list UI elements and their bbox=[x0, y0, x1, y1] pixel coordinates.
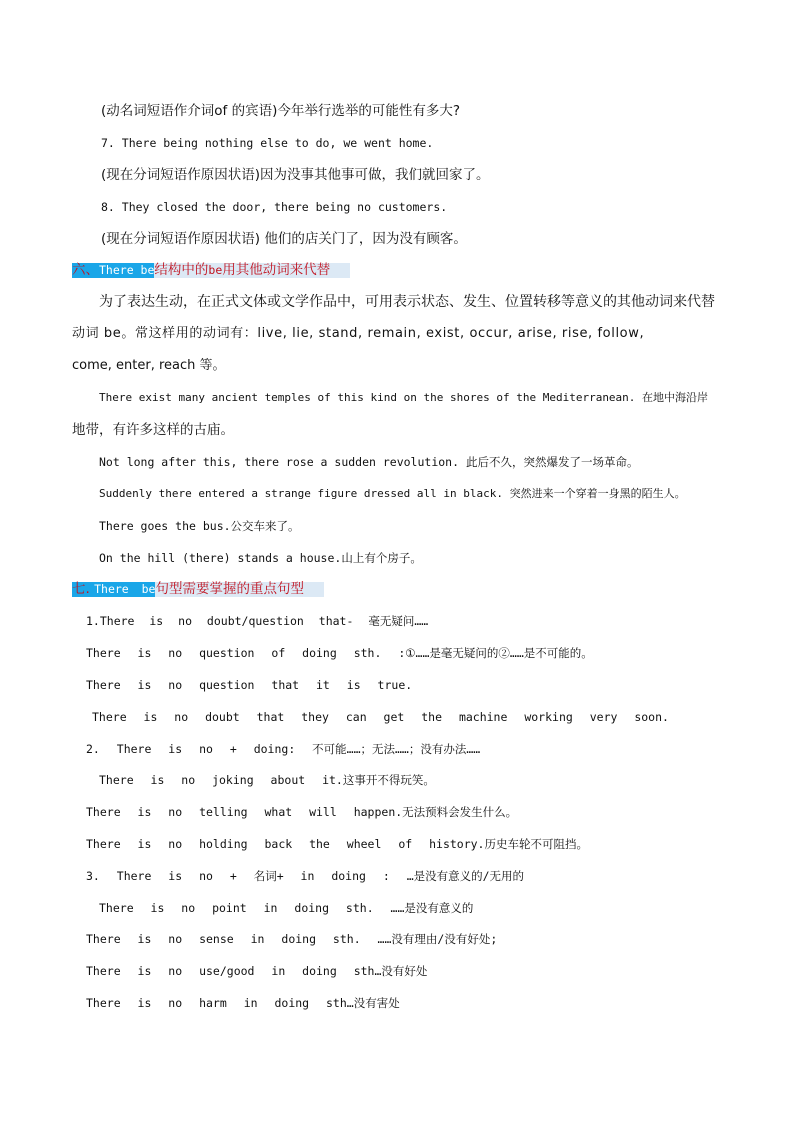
paragraph-line: 动词 be。常这样用的动词有：live, lie, stand, remain, exist, occur, arise, rise, follow, bbox=[72, 326, 645, 341]
pattern-line: There is no holding back the wheel of history.历史车轮不可阻挡。 bbox=[86, 837, 588, 851]
section-heading-6 bbox=[72, 261, 350, 279]
text-line: (现在分词短语作原因状语) 他们的店关门了，因为没有顾客。 bbox=[101, 231, 467, 247]
example-sentence: 8. They closed the door, there being no customers. bbox=[101, 200, 448, 214]
pattern-line: There is no telling what will happen.无法预料会发生什么。 bbox=[86, 805, 518, 819]
pattern-line: There is no question that it is true. bbox=[86, 678, 413, 692]
section-heading-7 bbox=[72, 580, 324, 598]
example-sentence: On the hill (there) stands a house.山上有个房子。 bbox=[99, 551, 422, 565]
heading-text: 结构中的 bbox=[154, 262, 209, 278]
paragraph-line: 为了表达生动，在正式文体或文学作品中，可用表示状态、发生、位置转移等意义的其他动词来代替 bbox=[99, 294, 715, 310]
heading-text: 用其他动词来代替 bbox=[222, 262, 331, 278]
pattern-line: There is no harm in doing sth…没有害处 bbox=[86, 996, 400, 1010]
example-sentence: Suddenly there entered a strange figure dressed all in black. 突然进来一个穿着一身黑的陌生人。 bbox=[99, 487, 686, 500]
heading-keyword: There be bbox=[99, 263, 155, 277]
example-sentence: 7. There being nothing else to do, we went home. bbox=[101, 136, 434, 150]
pattern-line: 1.There is no doubt/question that- 毫无疑问…… bbox=[86, 614, 429, 628]
pattern-line: There is no sense in doing sth. ……没有理由/没有好处; bbox=[86, 932, 498, 946]
pattern-line: There is no point in doing sth. ……是没有意义的 bbox=[99, 901, 474, 915]
heading-keyword: be bbox=[208, 263, 223, 277]
pattern-line: There is no use/good in doing sth…没有好处 bbox=[86, 964, 428, 978]
pattern-line: 3. There is no + 名词+ in doing : …是没有意义的/无用的 bbox=[86, 869, 525, 883]
heading-prefix: 六、 bbox=[72, 262, 99, 278]
pattern-line: There is no joking about it.这事开不得玩笑。 bbox=[99, 773, 435, 787]
example-translation: 地带，有许多这样的古庙。 bbox=[72, 422, 234, 438]
pattern-line: There is no doubt that they can get the machine working very soon. bbox=[92, 710, 669, 724]
example-sentence: There exist many ancient temples of this kind on the shores of the Mediterranean. 在地中海沿岸 bbox=[99, 391, 709, 404]
heading-prefix: 七. bbox=[72, 581, 95, 597]
heading-keyword: There be bbox=[94, 582, 156, 596]
heading-text: 句型需要掌握的重点句型 bbox=[155, 581, 304, 597]
example-sentence: Not long after this, there rose a sudden revolution. 此后不久，突然爆发了一场革命。 bbox=[99, 455, 639, 469]
text-line: (动名词短语作介词of 的宾语)今年举行选举的可能性有多大? bbox=[101, 103, 461, 119]
example-sentence: There goes the bus.公交车来了。 bbox=[99, 519, 300, 533]
text-line: (现在分词短语作原因状语)因为没事其他事可做，我们就回家了。 bbox=[101, 167, 490, 183]
pattern-line: There is no question of doing sth. :①……是毫无疑问的②……是不可能的。 bbox=[86, 646, 593, 660]
pattern-line: 2. There is no + doing: 不可能……；无法……；没有办法…… bbox=[86, 742, 481, 756]
paragraph-line: come, enter, reach 等。 bbox=[72, 358, 226, 373]
